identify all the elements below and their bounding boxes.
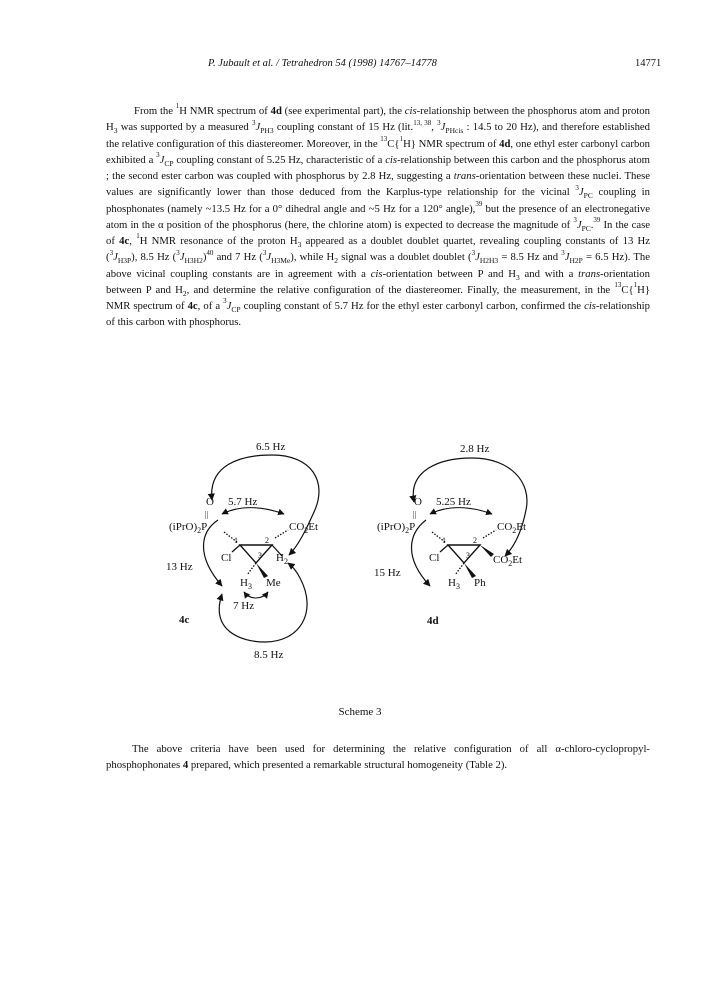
coupling-label-h3me: 7 Hz: [233, 600, 255, 612]
coupling-label-cp: 5.7 Hz: [228, 496, 258, 508]
atom-co2et-top: $CO_2Et$: [497, 521, 527, 535]
body-paragraph-2: The above criteria have been used for determining the relative configuration of all α-chloro-cyclopropyl-phosphophonates 4 prepared, which presented a remarkable structural homogeneity (Table 2).: [106, 743, 650, 772]
scheme-3-drawing: [0, 430, 720, 670]
hash-bond-co2et: [275, 530, 288, 538]
structure-4c: [166, 441, 319, 661]
atom-double-bond: ||: [205, 510, 209, 519]
hash-bond-h3-4d: [455, 563, 464, 575]
atom-h3: $H_3$: [240, 577, 252, 591]
atom-h3-4d: $H_3$: [448, 577, 460, 591]
cyclopropane-ring-4d: [448, 545, 480, 563]
ring-number-2-4d: 2: [473, 536, 477, 545]
page-number: 14771: [635, 58, 662, 69]
coupling-label-h2p: 6.5 Hz: [256, 441, 286, 453]
compound-label-4d: 4d: [427, 615, 439, 627]
atom-iPrO-4d: $(iPrO)_2P$: [377, 521, 416, 535]
journal-citation: P. Jubault et al. / Tetrahedron 54 (1998) 14767–14778: [208, 58, 437, 69]
ring-number-1-4d: 1: [442, 536, 446, 545]
ring-number-1: 1: [234, 536, 238, 545]
scheme-caption: Scheme 3: [338, 706, 382, 718]
hash-bond-h3: [247, 563, 256, 575]
coupling-label-h3p-4d: 15 Hz: [374, 567, 401, 579]
body-paragraph-1: From the $^1$H NMR spectrum of 4d (see experimental part), the cis-relationship between the phosphorus atom and proton $H_3$ was supported by a measured $^3J_{PH3}$ coupling constant of 15 Hz (lit.$^{13, 38}$, $^3J_{PHcis}$ : 14.5 to 20 Hz), and therefore established the relative configuration of this diastereomer. Moreover, in the $^{13}$C{$^1$H} NMR spectrum of 4d, one ethyl ester carbonyl carbon exhibited a $^3J_{CP}$ coupling constant of 5.25 Hz, characteristic of a cis-relationship between this carbon and the phosphorus atom ; the second ester carbon was coupled with phosphorus by 2.8 Hz, suggesting a trans-orientation between these nuclei. These values are significantly lower than those deduced from the Karplus-type relationship for the vicinal $^3J_{PC}$ coupling in phosphonates (namely ~13.5 Hz for a 0° dihedral angle and ~5 Hz for a 120° angle),$^{39}$ but the presence of an electronegative atom in the α position of the phosphorus (here, the chlorine atom) is expected to decrease the magnitude of $^3J_{PC}.^{39}$ In the case of 4c, $^1$H NMR resonance of the proton $H_3$ appeared as a doublet doublet quartet, revealing coupling constants of 13 Hz $(^3J_{H3P})$, 8.5 Hz $(^3J_{H3H2})^{40}$ and 7 Hz $(^3J_{H3Me})$, while $H_2$ signal was a doublet doublet ($^3J_{H2H3} = 8.5$ Hz and $^3J_{H2P} = 6.5$ Hz). The above vicinal coupling constants are in agreement with a cis-orientation between P and $H_3$ and with a trans-orientation between P and $H_2$, and determine the relative configuration of the diastereomer. Finally, the measurement, in the $^{13}$C{$^1$H} NMR spectrum of 4c, of a $^3J_{CP}$ coupling constant of 5.7 Hz for the ethyl ester carbonyl carbon, confirmed the cis-relationship of this carbon with phosphorus.: [106, 102, 651, 329]
ring-number-3-4d: 3: [466, 551, 470, 560]
wedge-bond-ph: [464, 563, 476, 578]
scheme-3-figure: [0, 430, 720, 660]
coupling-arrow-h3me: [244, 592, 268, 598]
atom-cl: Cl: [221, 552, 232, 564]
hash-bond-co2et-top: [483, 530, 496, 538]
running-header: [0, 58, 720, 74]
compound-label-4c: 4c: [179, 614, 190, 626]
atom-o: O: [206, 496, 214, 508]
ring-number-3: 3: [258, 551, 262, 560]
atom-cl-4d: Cl: [429, 552, 440, 564]
atom-co2et: $CO_2Et$: [289, 521, 319, 535]
wedge-bond-co2et-bot: [480, 545, 494, 557]
atom-double-bond-4d: ||: [413, 510, 417, 519]
coupling-label-h3h2: 8.5 Hz: [254, 649, 284, 661]
atom-me: Me: [266, 577, 281, 589]
bond-cl: [232, 545, 240, 552]
atom-o-4d: O: [414, 496, 422, 508]
wedge-bond-me: [256, 563, 268, 578]
structure-4d: [374, 443, 527, 627]
atom-h2: $H_2$: [276, 552, 288, 566]
ring-number-2: 2: [265, 536, 269, 545]
coupling-arrow-cp-cis: [430, 508, 492, 514]
bond-cl-4d: [440, 545, 448, 552]
atom-iPrO: $(iPrO)_2P$: [169, 521, 208, 535]
coupling-label-cp-trans: 2.8 Hz: [460, 443, 490, 455]
coupling-arrow-cp: [222, 508, 284, 514]
atom-co2et-bot: $CO_2Et$: [493, 554, 523, 568]
atom-ph: Ph: [474, 577, 486, 589]
coupling-label-cp-cis: 5.25 Hz: [436, 496, 471, 508]
cyclopropane-ring: [240, 545, 272, 563]
coupling-label-h3p: 13 Hz: [166, 561, 193, 573]
